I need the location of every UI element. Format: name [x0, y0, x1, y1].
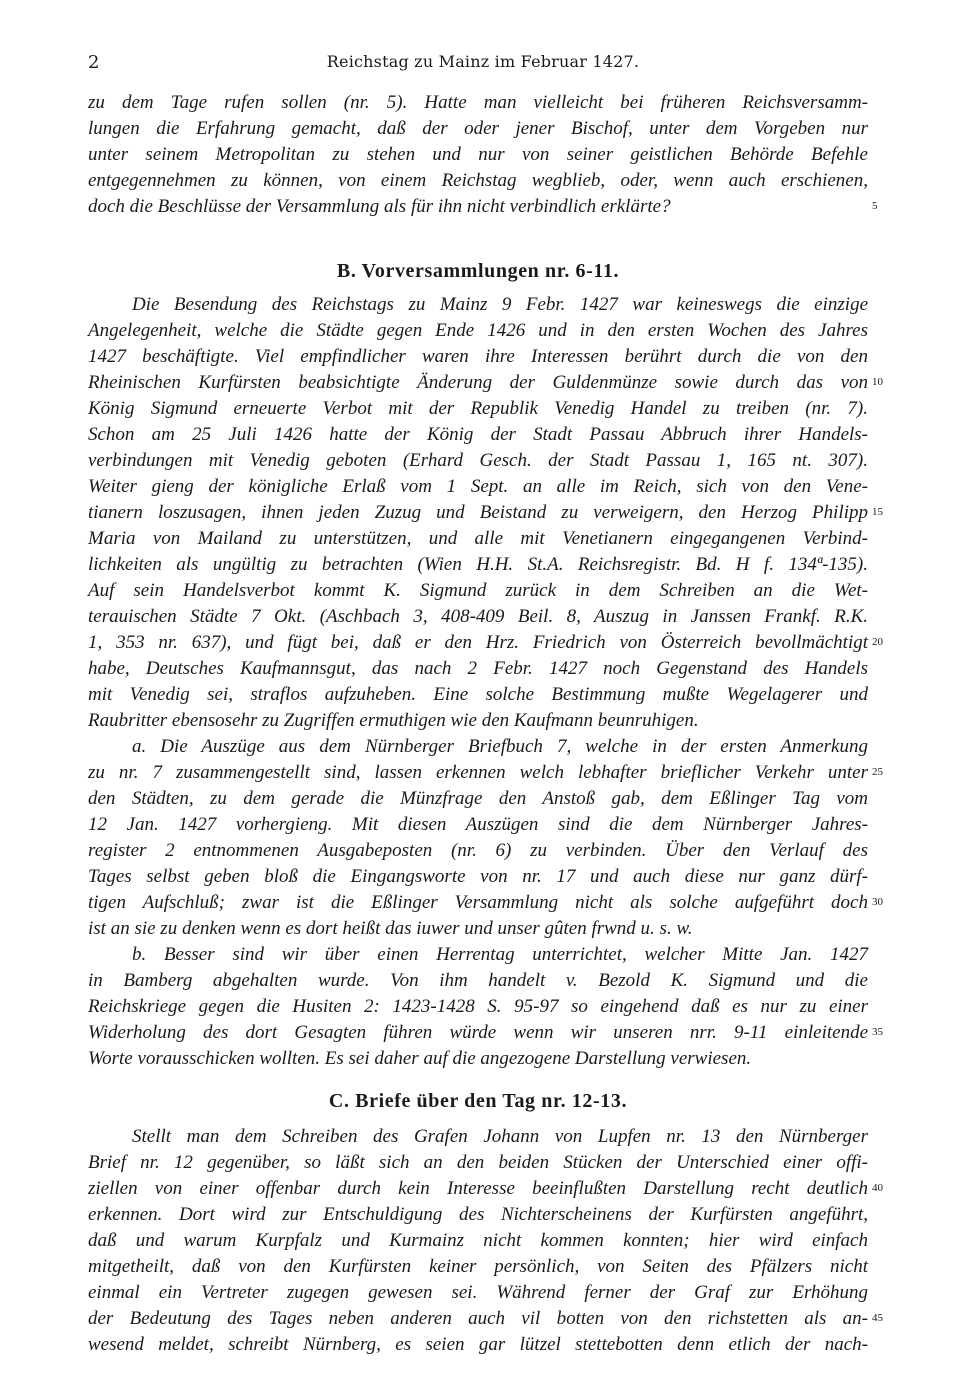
text-line: Tages selbst geben bloß die Eingangsworte von nr. 17 und auch diese nur ganz dürf- — [88, 866, 868, 887]
line-number: 30 — [872, 896, 883, 908]
text-line: lungen die Erfahrung gemacht, daß der oder jener Bischof, unter dem Vorgeben nur — [88, 118, 868, 139]
text-line: Weiter gieng der königliche Erlaß vom 1 Sept. an alle im Reich, sich von den Vene- — [88, 476, 868, 497]
text-line: Widerholung des dort Gesagten führen würde wenn wir unseren nrr. 9-11 einleitende — [88, 1022, 868, 1043]
text-line: register 2 entnommenen Ausgabeposten (nr. 6) zu verbinden. Über den Verlauf des — [88, 840, 868, 861]
text-line: Angelegenheit, welche die Städte gegen Ende 1426 und in den ersten Wochen des Jahres — [88, 320, 868, 341]
text-line: zu nr. 7 zusammengestellt sind, lassen erkennen welch lebhafter brieflicher Verkehr unter — [88, 762, 868, 783]
text-line: Rheinischen Kurfürsten beabsichtigte Änderung der Guldenmünze sowie durch das von — [88, 372, 868, 393]
text-line: doch die Beschlüsse der Versammlung als für ihn nicht verbindlich erklärte? — [88, 196, 671, 217]
text-line: König Sigmund erneuerte Verbot mit der Republik Venedig Handel zu treiben (nr. 7). — [88, 398, 868, 419]
text-line: unter seinem Metropolitan zu stehen und nur von seiner geistlichen Behörde Befehle — [88, 144, 868, 165]
text-line: entgegennehmen zu können, von einem Reichstag wegblieb, oder, wenn auch erschienen, — [88, 170, 868, 191]
text-line: 1, 353 nr. 637), und fügt bei, daß er den Hrz. Friedrich von Österreich bevollmächtigt — [88, 632, 868, 653]
text-line: Maria von Mailand zu unterstützen, und alle mit Venetianern eingegangenen Verbind- — [88, 528, 868, 549]
text-line: ziellen von einer offenbar durch kein Interesse beeinflußten Darstellung recht deutlich — [88, 1178, 868, 1199]
text-line: habe, Deutsches Kaufmannsgut, das nach 2 Febr. 1427 noch Gegenstand des Handels — [88, 658, 868, 679]
line-number: 45 — [872, 1312, 883, 1324]
text-line: Stellt man dem Schreiben des Grafen Johann von Lupfen nr. 13 den Nürnberger — [132, 1126, 868, 1147]
text-line: einmal ein Vertreter zugegen gewesen sei. Während ferner der Graf zur Erhöhung — [88, 1282, 868, 1303]
page-header — [88, 52, 878, 82]
line-number: 35 — [872, 1026, 883, 1038]
text-line: erkennen. Dort wird zur Entschuldigung des Nichterscheinens der Kurfürsten angeführt, — [88, 1204, 868, 1225]
text-line: wesend meldet, schreibt Nürnberg, es seien gar lützel stettebotten denn etlich der nach- — [88, 1334, 868, 1355]
text-line: tianern loszusagen, ihnen jeden Zuzug und Beistand zu verweigern, den Herzog Philipp — [88, 502, 868, 523]
text-line: daß und warum Kurpfalz und Kurmainz nicht kommen konnten; hier wird einfach — [88, 1230, 868, 1251]
text-line: terauischen Städte 7 Okt. (Aschbach 3, 408-409 Beil. 8, Auszug in Janssen Frankf. R.K. — [88, 606, 868, 627]
text-line: 12 Jan. 1427 vorhergieng. Mit diesen Auszügen sind die dem Nürnberger Jahres- — [88, 814, 868, 835]
line-number: 40 — [872, 1182, 883, 1194]
line-number: 25 — [872, 766, 883, 778]
text-line: b. Besser sind wir über einen Herrentag unterrichtet, welcher Mitte Jan. 1427 — [132, 944, 868, 965]
text-line: ist an sie zu denken wenn es dort heißt das iuwer und unser gûten frwnd u. s. w. — [88, 918, 693, 939]
text-line: der Bedeutung des Tages neben anderen auch vil botten von den richstetten als an- — [88, 1308, 868, 1329]
text-line: Brief nr. 12 gegenüber, so läßt sich an den beiden Stücken der Unterschied einer offi- — [88, 1152, 868, 1173]
line-number: 20 — [872, 636, 883, 648]
text-line: in Bamberg abgehalten wurde. Von ihm handelt v. Bezold K. Sigmund und die — [88, 970, 868, 991]
text-line: Schon am 25 Juli 1426 hatte der König der Stadt Passau Abbruch ihrer Handels- — [88, 424, 868, 445]
line-number: 5 — [872, 200, 878, 212]
text-line: zu dem Tage rufen sollen (nr. 5). Hatte man vielleicht bei früheren Reichsversamm- — [88, 92, 868, 113]
text-line: verbindungen mit Venedig geboten (Erhard Gesch. der Stadt Passau 1, 165 nt. 307). — [88, 450, 868, 471]
section-heading-c: C. Briefe über den Tag nr. 12-13. — [328, 1090, 628, 1112]
text-line: lichkeiten als ungültig zu betrachten (Wien H.H. St.A. Reichsregistr. Bd. H f. 134ª-135). — [88, 554, 868, 575]
text-line: Worte vorausschicken wollten. Es sei daher auf die angezogene Darstellung verwiesen. — [88, 1048, 752, 1069]
line-number: 10 — [872, 376, 883, 388]
text-line: Auf sein Handelsverbot kommt K. Sigmund zurück in dem Schreiben an die Wet- — [88, 580, 868, 601]
text-line: tigen Aufschluß; zwar ist die Eßlinger Versammlung nicht als solche aufgeführt doch — [88, 892, 868, 913]
text-line: Die Besendung des Reichstags zu Mainz 9 Febr. 1427 war keineswegs die einzige — [132, 294, 868, 315]
text-line: mitgetheilt, daß von den Kurfürsten keiner persönlich, von Seiten des Pfälzers nicht — [88, 1256, 868, 1277]
section-heading-b: B. Vorversammlungen nr. 6-11. — [336, 260, 620, 282]
text-line: den Städten, zu dem gerade die Münzfrage den Anstoß gab, dem Eßlinger Tag vom — [88, 788, 868, 809]
line-number: 15 — [872, 506, 883, 518]
text-line: Reichskriege gegen die Husiten 2: 1423-1428 S. 95-97 so eingehend daß es nur zu einer — [88, 996, 868, 1017]
text-line: 1427 beschäftigte. Viel empfindlicher waren ihre Interessen berührt durch die von den — [88, 346, 868, 367]
page-number: 2 — [88, 52, 100, 73]
text-line: a. Die Auszüge aus dem Nürnberger Briefbuch 7, welche in der ersten Anmerkung — [132, 736, 868, 757]
text-line: mit Venedig sei, straflos aufzuheben. Eine solche Bestimmung mußte Wegelagerer und — [88, 684, 868, 705]
running-title: Reichstag zu Mainz im Februar 1427. — [326, 52, 640, 71]
text-line: Raubritter ebensosehr zu Zugriffen ermuthigen wie den Kaufmann beunruhigen. — [88, 710, 699, 731]
